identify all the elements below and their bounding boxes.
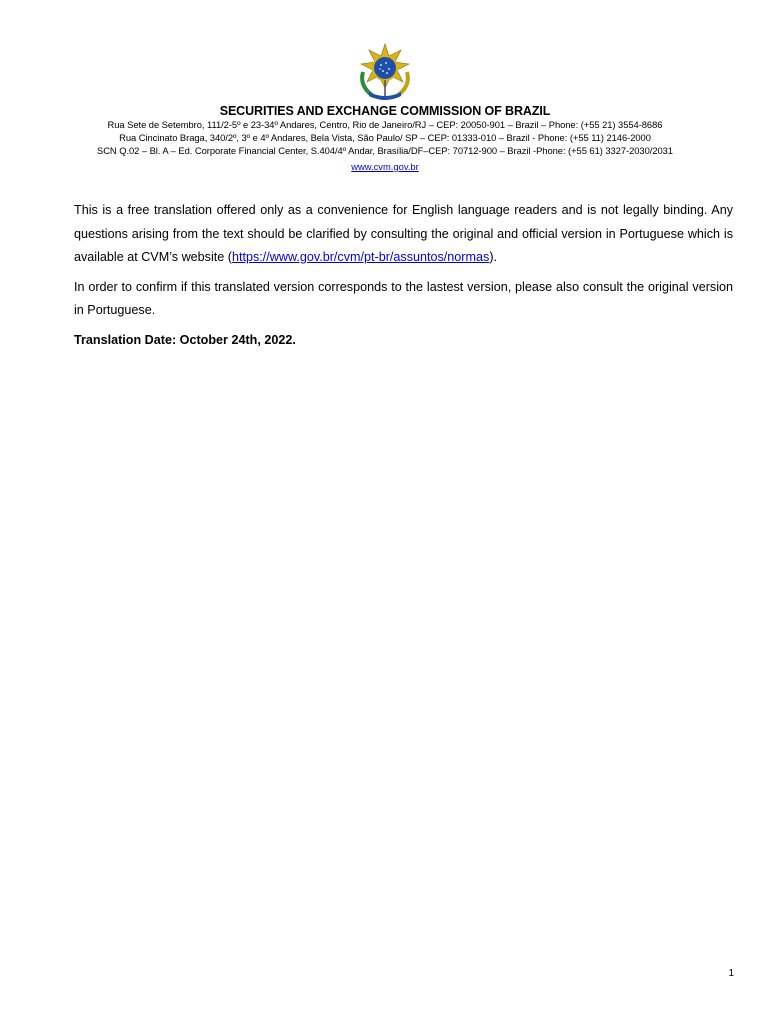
norms-link[interactable]: https://www.gov.br/cvm/pt-br/assuntos/normas (231, 250, 490, 264)
address-rio: Rua Sete de Setembro, 111/2-5º e 23-34º Andares, Centro, Rio de Janeiro/RJ – CEP: 20050-901 – Brazil – Phone: (+55 21) 3554-8686 (107, 119, 663, 130)
letterhead (0, 42, 770, 175)
page-number: 1 (728, 968, 734, 979)
disclaimer-text: This is a free translation offered only as a convenience for English language readers and is not legally binding. Any questions arising from the text should be clarified by consulting the original and official version in Portuguese which is available at CVM’s website ( (74, 203, 733, 264)
organization-title: SECURITIES AND EXCHANGE COMMISSION OF BRAZIL (219, 104, 551, 118)
address-sao-paulo: Rua Cincinato Braga, 340/2º, 3º e 4º Andares, Bela Vista, São Paulo/ SP – CEP: 01333-010 – Brazil - Phone: (+55 11) 2146-2000 (119, 132, 651, 143)
website-link[interactable]: www.cvm.gov.br (351, 161, 419, 172)
version-paragraph: In order to confirm if this translated version corresponds to the lastest version, please also consult the original version in Portuguese. (74, 279, 733, 317)
translation-date: Translation Date: October 24th, 2022. (74, 332, 296, 347)
disclaimer-paragraph (74, 199, 733, 270)
disclaimer-text-end: ). (489, 250, 498, 264)
document-body (74, 199, 733, 358)
address-brasilia: SCN Q.02 – Bl. A – Ed. Corporate Financial Center, S.404/4º Andar, Brasília/DF–CEP: 70712-900 – Brazil -Phone: (+55 61) 3327-2030/2031 (97, 145, 673, 156)
brazil-coat-of-arms-icon (353, 42, 417, 102)
